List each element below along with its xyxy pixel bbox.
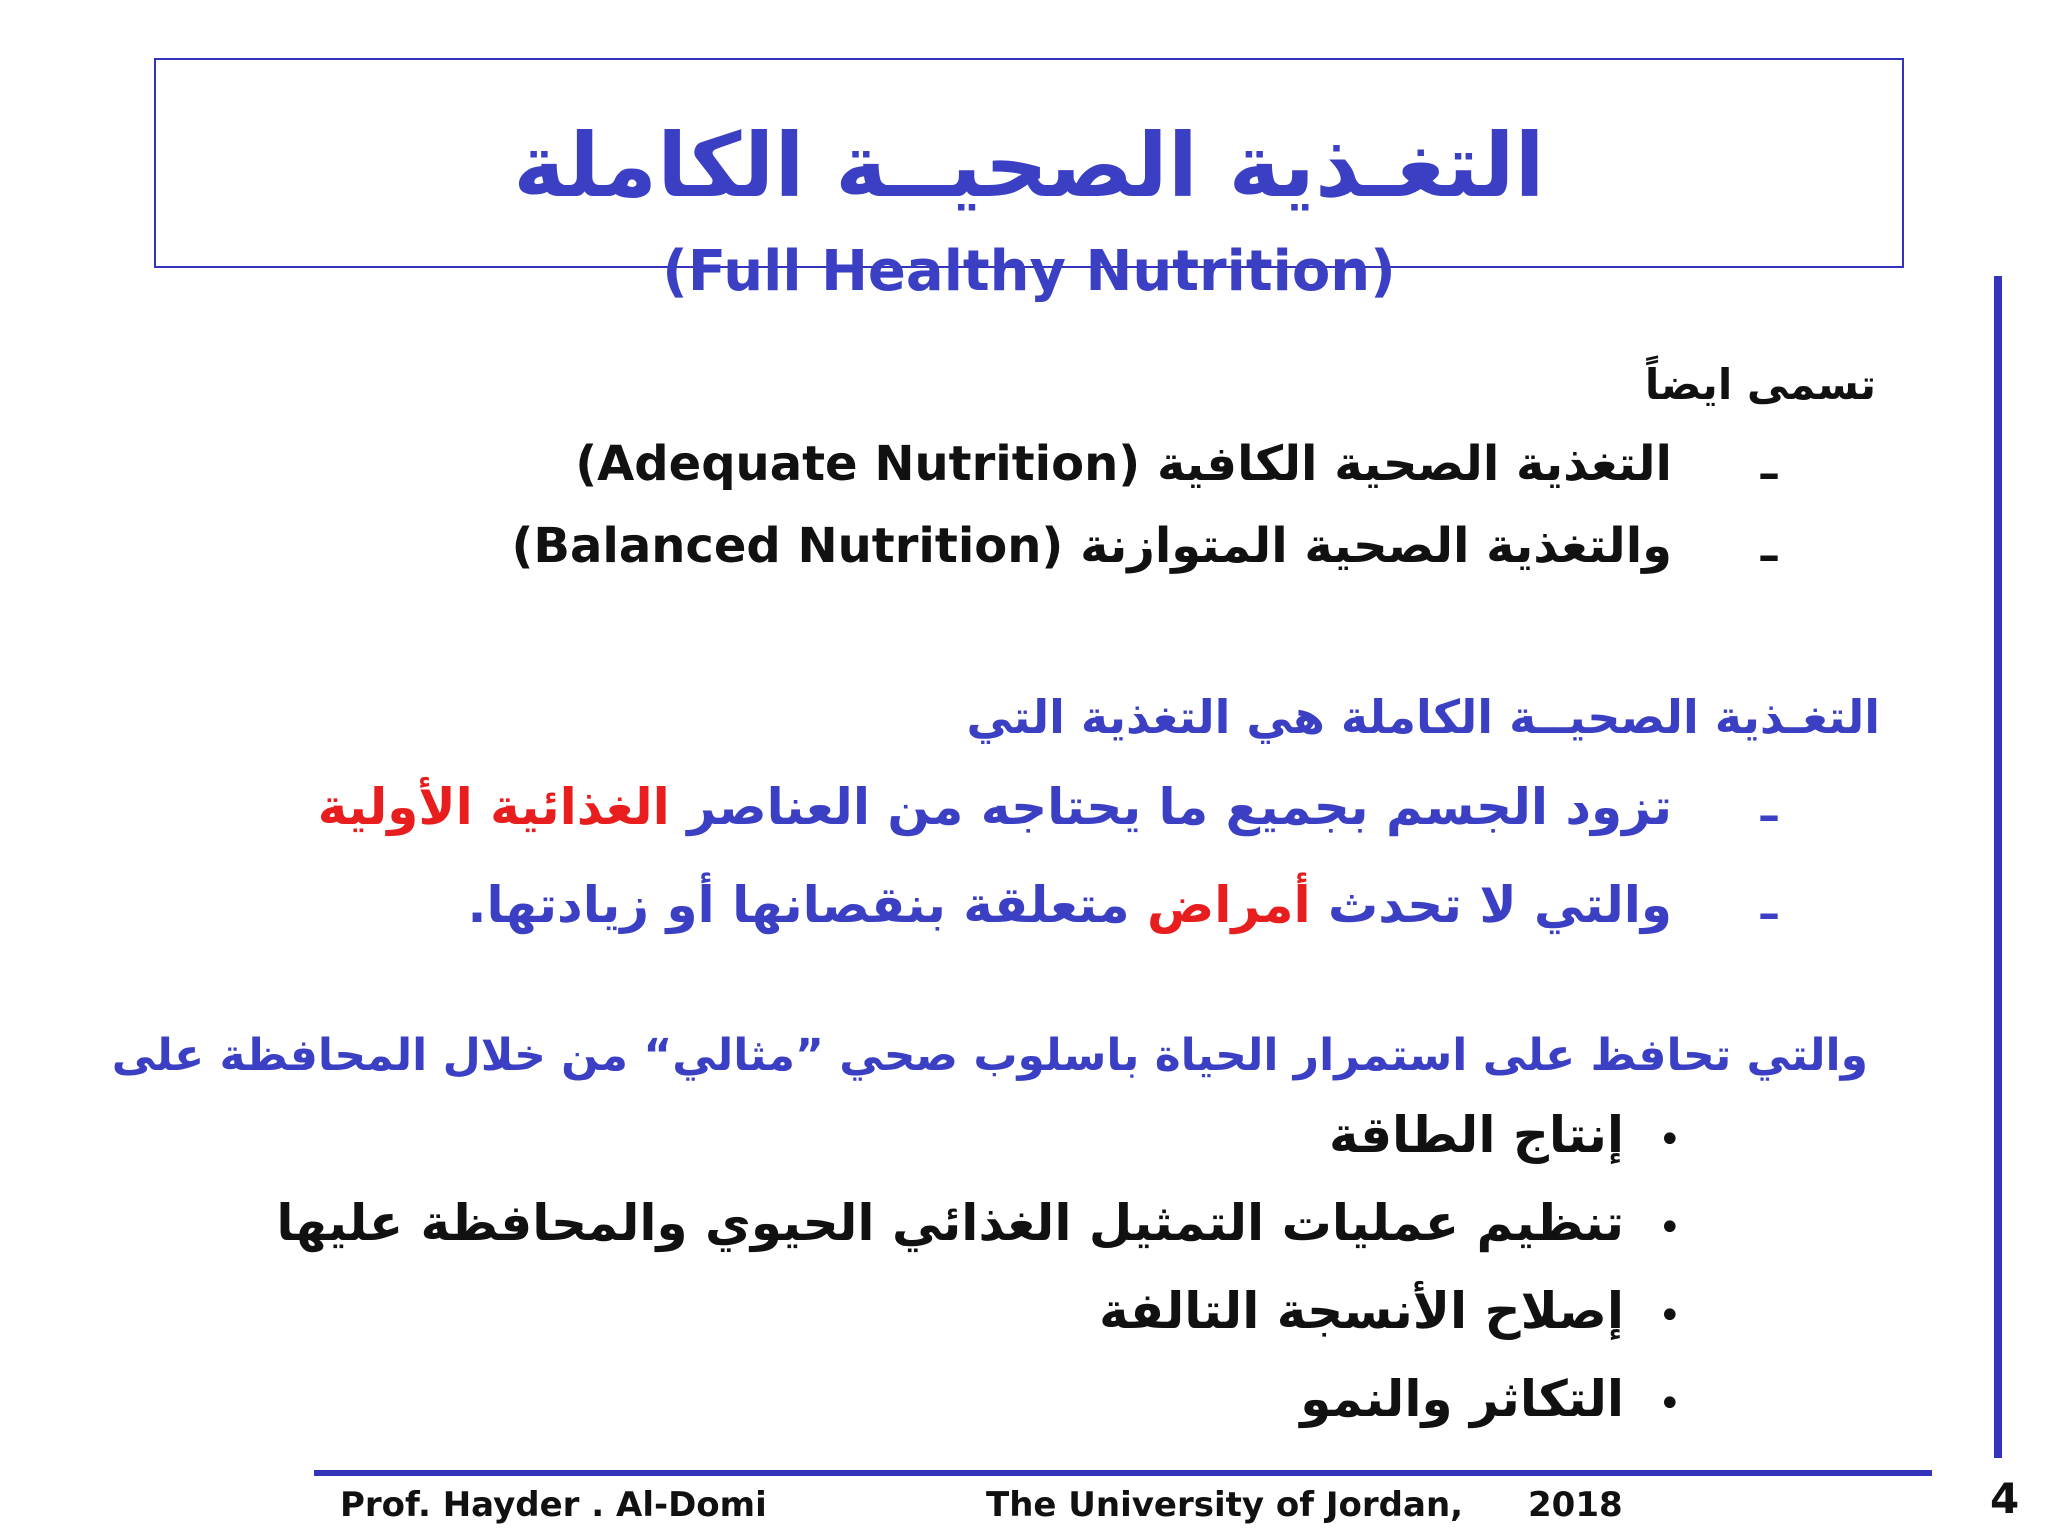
maintains-bullet-4: التكاثر والنمو (1300, 1370, 1624, 1428)
footer-year: 2018 (1528, 1485, 1623, 1525)
also-called-heading: تسمى ايضاً (1644, 360, 1876, 409)
page-number: 4 (1990, 1474, 2020, 1523)
also-called-item-1 (575, 436, 1672, 492)
also-called-item-1-ar: التغذية الصحية الكافية (1156, 436, 1672, 492)
dash-marker: – (1758, 790, 1780, 841)
also-called-item-2 (511, 518, 1672, 574)
footer-rule (314, 1470, 1932, 1476)
title-arabic: التغـذية الصحيــة الكاملة (513, 114, 1545, 217)
definition-item-1-highlight: الغذائية الأولية (317, 778, 670, 836)
maintains-heading: والتي تحافظ على استمرار الحياة باسلوب صحي ”مثالي“ من خلال المحافظة على (111, 1030, 1868, 1081)
footer-author: Prof. Hayder . Al-Domi (340, 1485, 767, 1525)
title-english: (Full Healthy Nutrition) (662, 239, 1396, 304)
maintains-bullet-2: تنظيم عمليات التمثيل الغذائي الحيوي والمحافظة عليها (276, 1194, 1624, 1252)
definition-item-1-text: تزود الجسم بجميع ما يحتاجه من العناصر (687, 778, 1672, 836)
also-called-item-2-en: (Balanced Nutrition) (511, 518, 1064, 574)
definition-item-2-highlight: أمراض (1146, 876, 1311, 934)
definition-heading: التغـذية الصحيــة الكاملة هي التغذية التي (966, 690, 1880, 744)
dash-marker: – (1758, 530, 1780, 581)
bullet-marker: • (1658, 1117, 1682, 1163)
definition-item-2-after: متعلقة بنقصانها أو زيادتها. (467, 876, 1130, 934)
dash-marker: – (1758, 888, 1780, 939)
footer-institution: The University of Jordan, (986, 1485, 1464, 1525)
also-called-item-2-ar: والتغذية الصحية المتوازنة (1080, 518, 1672, 574)
maintains-bullet-1: إنتاج الطاقة (1329, 1106, 1624, 1164)
bullet-marker: • (1658, 1205, 1682, 1251)
bullet-marker: • (1658, 1381, 1682, 1427)
right-rule (1994, 276, 2002, 1458)
definition-item-2-before: والتي لا تحدث (1328, 876, 1672, 934)
definition-item-1 (317, 778, 1672, 836)
definition-item-2 (467, 876, 1673, 934)
maintains-bullet-3: إصلاح الأنسجة التالفة (1099, 1282, 1624, 1340)
title-box (154, 58, 1904, 304)
also-called-item-1-en: (Adequate Nutrition) (575, 436, 1141, 492)
dash-marker: – (1758, 448, 1780, 499)
bullet-marker: • (1658, 1293, 1682, 1339)
